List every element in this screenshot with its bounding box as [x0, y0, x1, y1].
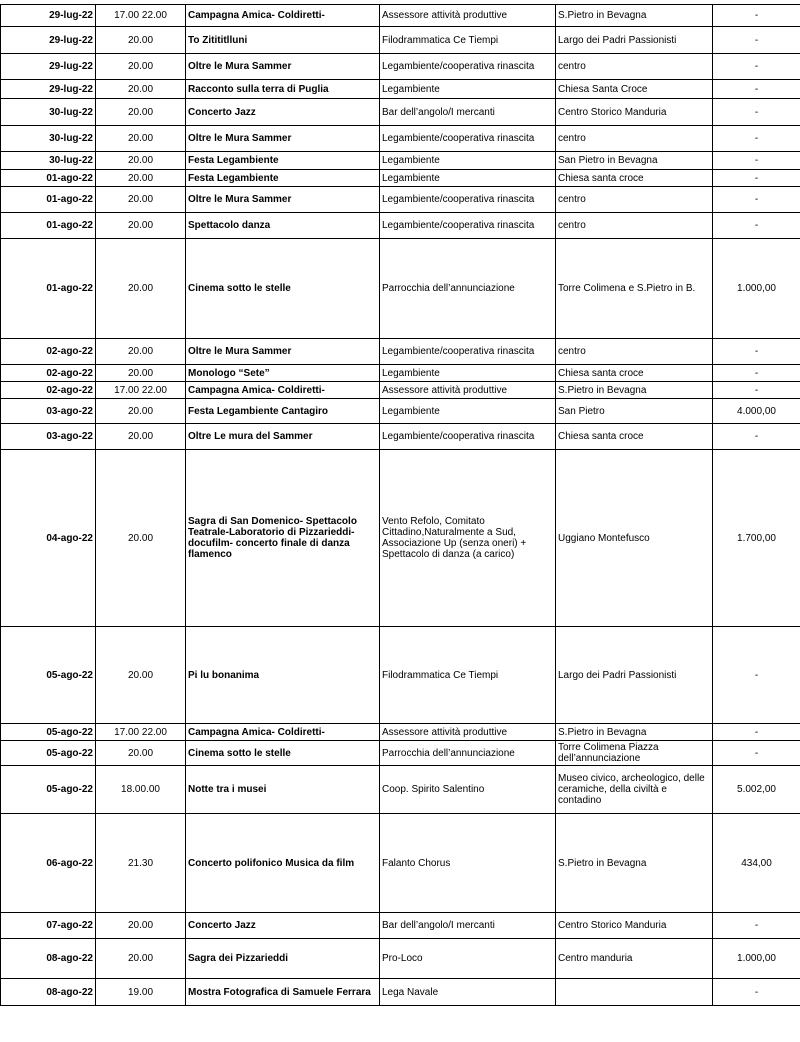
- event-organizer: Filodrammatica Ce Tiempi: [380, 27, 556, 54]
- event-organizer: Parrocchia dell’annunciazione: [380, 239, 556, 339]
- event-title: Oltre le Mura Sammer: [186, 126, 380, 152]
- table-row: [1, 27, 800, 54]
- event-cost: 1.000,00: [713, 239, 800, 339]
- event-time: 20.00: [96, 939, 186, 979]
- event-organizer: Vento Refolo, Comitato Cittadino,Naturalmente a Sud, Associazione Up (senza oneri) + Spettacolo di danza (a carico): [380, 450, 556, 627]
- event-date: 01-ago-22: [1, 187, 96, 213]
- table-row: [1, 213, 800, 239]
- table-row: [1, 814, 800, 913]
- event-organizer: Legambiente: [380, 399, 556, 424]
- event-cost: -: [713, 27, 800, 54]
- event-location: centro: [556, 213, 713, 239]
- event-title: Oltre le Mura Sammer: [186, 187, 380, 213]
- event-title: Spettacolo danza: [186, 213, 380, 239]
- event-organizer: Bar dell’angolo/I mercanti: [380, 913, 556, 939]
- table-row: [1, 766, 800, 814]
- event-location: centro: [556, 339, 713, 365]
- event-cost: 4.000,00: [713, 399, 800, 424]
- table-row: [1, 939, 800, 979]
- event-time: 17.00 22.00: [96, 724, 186, 741]
- event-title: Cinema sotto le stelle: [186, 741, 380, 766]
- table-row: [1, 187, 800, 213]
- event-cost: -: [713, 913, 800, 939]
- event-cost: -: [713, 99, 800, 126]
- event-title: Campagna Amica- Coldiretti-: [186, 5, 380, 27]
- table-row: [1, 741, 800, 766]
- event-organizer: Legambiente/cooperativa rinascita: [380, 54, 556, 80]
- event-time: 20.00: [96, 365, 186, 382]
- event-title: Concerto Jazz: [186, 913, 380, 939]
- event-location: Chiesa santa croce: [556, 365, 713, 382]
- event-organizer: Legambiente: [380, 80, 556, 99]
- table-row: [1, 170, 800, 187]
- event-title: Campagna Amica- Coldiretti-: [186, 724, 380, 741]
- event-location: Largo dei Padri Passionisti: [556, 627, 713, 724]
- event-title: Pi lu bonanima: [186, 627, 380, 724]
- event-title: Oltre Le mura del Sammer: [186, 424, 380, 450]
- table-row: [1, 913, 800, 939]
- event-date: 03-ago-22: [1, 424, 96, 450]
- event-time: 20.00: [96, 213, 186, 239]
- event-date: 30-lug-22: [1, 99, 96, 126]
- event-date: 05-ago-22: [1, 766, 96, 814]
- event-cost: -: [713, 741, 800, 766]
- event-title: To Zitititlluni: [186, 27, 380, 54]
- event-title: Monologo “Sete”: [186, 365, 380, 382]
- table-row: [1, 979, 800, 1006]
- event-date: 05-ago-22: [1, 724, 96, 741]
- event-date: 08-ago-22: [1, 979, 96, 1006]
- event-location: Chiesa santa croce: [556, 424, 713, 450]
- event-time: 20.00: [96, 399, 186, 424]
- event-organizer: Coop. Spirito Salentino: [380, 766, 556, 814]
- event-cost: -: [713, 213, 800, 239]
- event-time: 20.00: [96, 27, 186, 54]
- event-cost: -: [713, 627, 800, 724]
- event-location: S.Pietro in Bevagna: [556, 724, 713, 741]
- table-row: [1, 627, 800, 724]
- event-date: 01-ago-22: [1, 213, 96, 239]
- event-title: Cinema sotto le stelle: [186, 239, 380, 339]
- event-location: S.Pietro in Bevagna: [556, 382, 713, 399]
- event-title: Notte tra i musei: [186, 766, 380, 814]
- event-date: 29-lug-22: [1, 80, 96, 99]
- event-title: Sagra di San Domenico- Spettacolo Teatrale-Laboratorio di Pizzarieddi-docufilm- concerto finale di danza flamenco: [186, 450, 380, 627]
- event-date: 02-ago-22: [1, 339, 96, 365]
- event-time: 20.00: [96, 424, 186, 450]
- event-organizer: Legambiente: [380, 365, 556, 382]
- event-cost: -: [713, 126, 800, 152]
- event-cost: -: [713, 339, 800, 365]
- event-date: 08-ago-22: [1, 939, 96, 979]
- event-location: [556, 979, 713, 1006]
- event-title: Festa Legambiente: [186, 152, 380, 170]
- event-location: Torre Colimena e S.Pietro in B.: [556, 239, 713, 339]
- event-organizer: Legambiente/cooperativa rinascita: [380, 424, 556, 450]
- table-row: [1, 382, 800, 399]
- event-organizer: Assessore attività produttive: [380, 382, 556, 399]
- event-date: 06-ago-22: [1, 814, 96, 913]
- event-cost: -: [713, 724, 800, 741]
- event-cost: -: [713, 54, 800, 80]
- event-date: 04-ago-22: [1, 450, 96, 627]
- event-organizer: Parrocchia dell’annunciazione: [380, 741, 556, 766]
- event-time: 20.00: [96, 54, 186, 80]
- event-date: 02-ago-22: [1, 365, 96, 382]
- event-cost: 1.000,00: [713, 939, 800, 979]
- table-row: [1, 724, 800, 741]
- event-cost: 1.700,00: [713, 450, 800, 627]
- event-date: 01-ago-22: [1, 239, 96, 339]
- event-cost: -: [713, 152, 800, 170]
- table-row: [1, 54, 800, 80]
- table-row: [1, 126, 800, 152]
- event-date: 02-ago-22: [1, 382, 96, 399]
- table-row: [1, 365, 800, 382]
- event-location: Centro Storico Manduria: [556, 913, 713, 939]
- event-time: 17.00 22.00: [96, 5, 186, 27]
- event-organizer: Legambiente/cooperativa rinascita: [380, 126, 556, 152]
- event-location: Chiesa santa croce: [556, 170, 713, 187]
- table-row: [1, 152, 800, 170]
- event-time: 20.00: [96, 170, 186, 187]
- event-date: 29-lug-22: [1, 54, 96, 80]
- event-time: 20.00: [96, 913, 186, 939]
- event-title: Racconto sulla terra di Puglia: [186, 80, 380, 99]
- event-organizer: Bar dell’angolo/I mercanti: [380, 99, 556, 126]
- event-time: 20.00: [96, 152, 186, 170]
- event-time: 20.00: [96, 126, 186, 152]
- event-title: Sagra dei Pizzarieddi: [186, 939, 380, 979]
- event-cost: -: [713, 187, 800, 213]
- event-location: Largo dei Padri Passionisti: [556, 27, 713, 54]
- event-cost: -: [713, 5, 800, 27]
- event-organizer: Legambiente: [380, 152, 556, 170]
- event-time: 17.00 22.00: [96, 382, 186, 399]
- event-time: 20.00: [96, 99, 186, 126]
- event-location: Uggiano Montefusco: [556, 450, 713, 627]
- event-location: Centro Storico Manduria: [556, 99, 713, 126]
- event-location: Torre Colimena Piazza dell’annunciazione: [556, 741, 713, 766]
- event-cost: -: [713, 365, 800, 382]
- event-date: 30-lug-22: [1, 126, 96, 152]
- event-organizer: Pro-Loco: [380, 939, 556, 979]
- event-location: centro: [556, 54, 713, 80]
- event-time: 18.00.00: [96, 766, 186, 814]
- event-time: 20.00: [96, 741, 186, 766]
- event-organizer: Legambiente/cooperativa rinascita: [380, 213, 556, 239]
- event-organizer: Legambiente/cooperativa rinascita: [380, 187, 556, 213]
- table-row: [1, 399, 800, 424]
- event-title: Festa Legambiente: [186, 170, 380, 187]
- table-row: [1, 5, 800, 27]
- event-location: Chiesa Santa Croce: [556, 80, 713, 99]
- event-cost: -: [713, 382, 800, 399]
- event-time: 20.00: [96, 450, 186, 627]
- event-title: Oltre le Mura Sammer: [186, 339, 380, 365]
- event-date: 29-lug-22: [1, 5, 96, 27]
- event-date: 07-ago-22: [1, 913, 96, 939]
- event-title: Concerto polifonico Musica da film: [186, 814, 380, 913]
- event-organizer: Legambiente: [380, 170, 556, 187]
- event-date: 05-ago-22: [1, 741, 96, 766]
- event-date: 29-lug-22: [1, 27, 96, 54]
- event-cost: 5.002,00: [713, 766, 800, 814]
- events-table-body: [1, 0, 800, 1006]
- event-location: Museo civico, archeologico, delle ceramiche, della civiltà e contadino: [556, 766, 713, 814]
- event-cost: -: [713, 424, 800, 450]
- event-location: S.Pietro in Bevagna: [556, 5, 713, 27]
- event-time: 20.00: [96, 80, 186, 99]
- event-organizer: Falanto Chorus: [380, 814, 556, 913]
- table-row: [1, 239, 800, 339]
- event-cost: -: [713, 170, 800, 187]
- event-title: Festa Legambiente Cantagiro: [186, 399, 380, 424]
- event-location: San Pietro in Bevagna: [556, 152, 713, 170]
- event-date: 30-lug-22: [1, 152, 96, 170]
- event-organizer: Legambiente/cooperativa rinascita: [380, 339, 556, 365]
- event-cost: -: [713, 80, 800, 99]
- event-date: 05-ago-22: [1, 627, 96, 724]
- event-location: Centro manduria: [556, 939, 713, 979]
- event-date: 01-ago-22: [1, 170, 96, 187]
- event-title: Concerto Jazz: [186, 99, 380, 126]
- event-location: centro: [556, 187, 713, 213]
- table-row: [1, 80, 800, 99]
- event-title: Campagna Amica- Coldiretti-: [186, 382, 380, 399]
- event-title: Oltre le Mura Sammer: [186, 54, 380, 80]
- event-time: 21.30: [96, 814, 186, 913]
- event-time: 20.00: [96, 627, 186, 724]
- event-location: centro: [556, 126, 713, 152]
- event-cost: -: [713, 979, 800, 1006]
- table-row: [1, 424, 800, 450]
- event-cost: 434,00: [713, 814, 800, 913]
- table-row: [1, 99, 800, 126]
- event-organizer: Assessore attività produttive: [380, 5, 556, 27]
- event-time: 20.00: [96, 339, 186, 365]
- event-time: 19.00: [96, 979, 186, 1006]
- event-location: San Pietro: [556, 399, 713, 424]
- event-title: Mostra Fotografica di Samuele Ferrara: [186, 979, 380, 1006]
- table-row: [1, 339, 800, 365]
- event-date: 03-ago-22: [1, 399, 96, 424]
- event-location: S.Pietro in Bevagna: [556, 814, 713, 913]
- event-organizer: Assessore attività produttive: [380, 724, 556, 741]
- event-time: 20.00: [96, 239, 186, 339]
- event-time: 20.00: [96, 187, 186, 213]
- event-organizer: Filodrammatica Ce Tiempi: [380, 627, 556, 724]
- table-row: [1, 450, 800, 627]
- event-organizer: Lega Navale: [380, 979, 556, 1006]
